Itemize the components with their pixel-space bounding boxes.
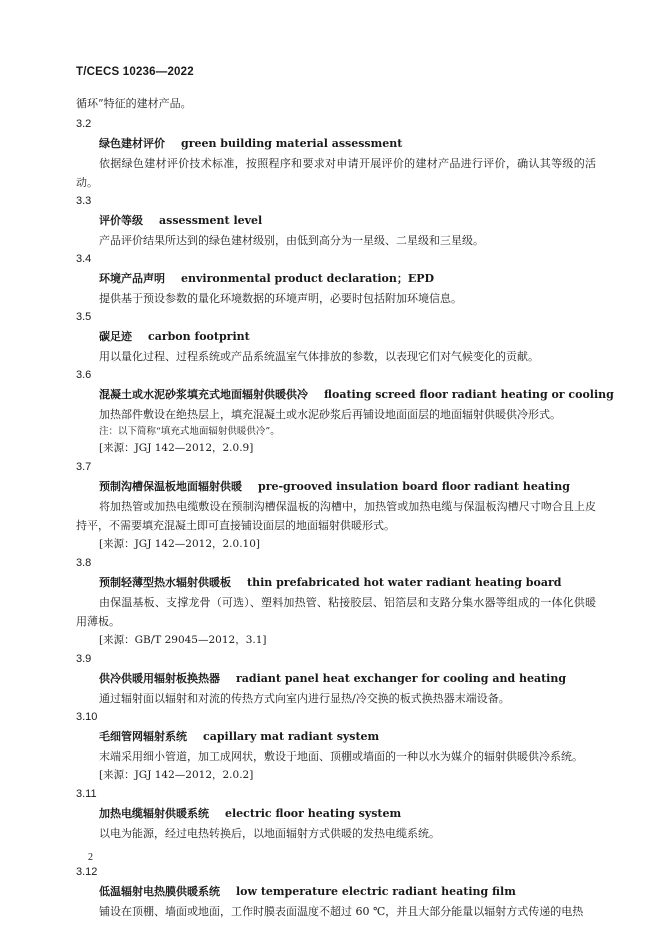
term-en: environmental product declaration；EPD <box>181 272 435 285</box>
term-en: electric floor heating system <box>225 807 402 820</box>
term-en: assessment level <box>159 214 263 227</box>
term-entry-3-7 <box>76 458 596 554</box>
term-definition: 末端采用细小管道，加工成网状，敷设于地面、顶棚或墙面的一种以水为媒介的辐射供暖供冷系统。 <box>99 750 583 763</box>
term-entry-3-4 <box>76 250 596 308</box>
term-cn: 低温辐射电热膜供暖系统 <box>99 885 220 898</box>
term-note: 注：以下简称“填充式地面辐射供暖供冷”。 <box>99 426 280 437</box>
term-en: low temperature electric radiant heating film <box>236 885 516 898</box>
term-entry-3-10 <box>76 708 596 785</box>
term-heading <box>99 478 596 496</box>
term-number: 3.2 <box>76 118 92 130</box>
term-cn: 供冷供暖用辐射板换热器 <box>99 672 220 685</box>
term-definition: 将加热管或加热电缆敷设在预制沟槽保温板的沟槽中，加热管或加热电缆与保温板沟槽尺寸吻合且上皮持平，不需要填充混凝土即可直接铺设面层的地面辐射供暖形式。 <box>76 500 596 532</box>
term-entry-3-8 <box>76 554 596 650</box>
term-entry-3-6 <box>76 366 614 458</box>
spacer <box>76 843 596 863</box>
term-cn: 预制轻薄型热水辐射供暖板 <box>99 576 231 589</box>
term-source: [来源：GB/T 29045—2012，3.1] <box>99 634 267 646</box>
term-cn: 毛细管网辐射系统 <box>99 730 187 743</box>
term-heading <box>99 574 596 592</box>
term-definition: 铺设在顶棚、墙面或地面，工作时膜表面温度不超过 60 ℃，并且大部分能量以辐射方式传递的电热 <box>99 905 584 918</box>
term-definition: 用以量化过程、过程系统或产品系统温室气体排放的参数，以表现它们对气候变化的贡献。 <box>99 350 539 363</box>
term-entry-3-5 <box>76 308 596 366</box>
term-en: floating screed floor radiant heating or cooling <box>324 388 614 401</box>
term-heading <box>99 328 596 346</box>
term-cn: 碳足迹 <box>99 330 132 343</box>
term-cn: 加热电缆辐射供暖系统 <box>99 807 209 820</box>
term-cn: 环境产品声明 <box>99 272 165 285</box>
term-en: thin prefabricated hot water radiant heating board <box>247 576 562 589</box>
continuation-text: 循环”特征的建材产品。 <box>76 97 192 110</box>
term-source: [来源：JGJ 142—2012，2.0.10] <box>99 538 260 550</box>
term-heading <box>99 728 596 746</box>
term-heading <box>99 212 596 230</box>
term-number: 3.3 <box>76 195 92 207</box>
term-number: 3.10 <box>76 711 98 723</box>
term-heading <box>99 805 596 823</box>
term-number: 3.9 <box>76 653 92 665</box>
term-en: green building material assessment <box>181 137 403 150</box>
term-definition: 依据绿色建材评价技术标准，按照程序和要求对申请开展评价的建材产品进行评价，确认其等级的活动。 <box>76 157 596 189</box>
standard-code-header: T/CECS 10236—2022 <box>76 66 194 78</box>
term-entry-3-2 <box>76 115 596 192</box>
term-entry-3-9 <box>76 650 596 708</box>
term-entry-3-11 <box>76 785 596 843</box>
term-definition: 由保温基板、支撑龙骨（可选）、塑料加热管、粘接胶层、铝箔层和支路分集水器等组成的一体化供暖用薄板。 <box>76 596 596 628</box>
term-number: 3.11 <box>76 788 97 800</box>
term-entry-3-3 <box>76 192 596 250</box>
term-en: pre-grooved insulation board floor radiant heating <box>258 480 570 493</box>
term-cn: 绿色建材评价 <box>99 137 165 150</box>
term-heading <box>99 135 596 153</box>
term-source: [来源：JGJ 142—2012，2.0.2] <box>99 769 254 781</box>
term-en: carbon footprint <box>148 330 250 343</box>
term-en: radiant panel heat exchanger for cooling and heating <box>236 672 567 685</box>
term-cn: 评价等级 <box>99 214 143 227</box>
term-heading <box>99 883 596 901</box>
term-heading <box>99 386 614 404</box>
term-number: 3.6 <box>76 369 92 381</box>
term-number: 3.4 <box>76 253 92 265</box>
term-number: 3.5 <box>76 311 92 323</box>
term-definition: 提供基于预设参数的量化环境数据的环境声明，必要时包括附加环境信息。 <box>99 292 462 305</box>
term-definition: 以电为能源，经过电热转换后，以地面辐射方式供暖的发热电缆系统。 <box>99 827 440 840</box>
term-en: capillary mat radiant system <box>203 730 380 743</box>
term-definition: 产品评价结果所达到的绿色建材级别，由低到高分为一星级、二星级和三星级。 <box>99 234 484 247</box>
term-number: 3.7 <box>76 461 92 473</box>
term-number: 3.8 <box>76 557 92 569</box>
term-definition: 通过辐射面以辐射和对流的传热方式向室内进行显热/冷交换的板式换热器末端设备。 <box>99 692 510 705</box>
term-heading <box>99 270 596 288</box>
term-entry-3-12 <box>76 863 596 921</box>
terms-content <box>76 94 614 921</box>
term-cn: 混凝土或水泥砂浆填充式地面辐射供暖供冷 <box>99 388 308 401</box>
term-cn: 预制沟槽保温板地面辐射供暖 <box>99 480 242 493</box>
term-definition: 加热部件敷设在绝热层上，填充混凝土或水泥砂浆后再铺设地面面层的地面辐射供暖供冷形式。 <box>99 408 561 421</box>
term-source: [来源：JGJ 142—2012，2.0.9] <box>99 442 254 454</box>
page-number: 2 <box>88 852 93 863</box>
term-heading <box>99 670 596 688</box>
term-number: 3.12 <box>76 866 98 878</box>
